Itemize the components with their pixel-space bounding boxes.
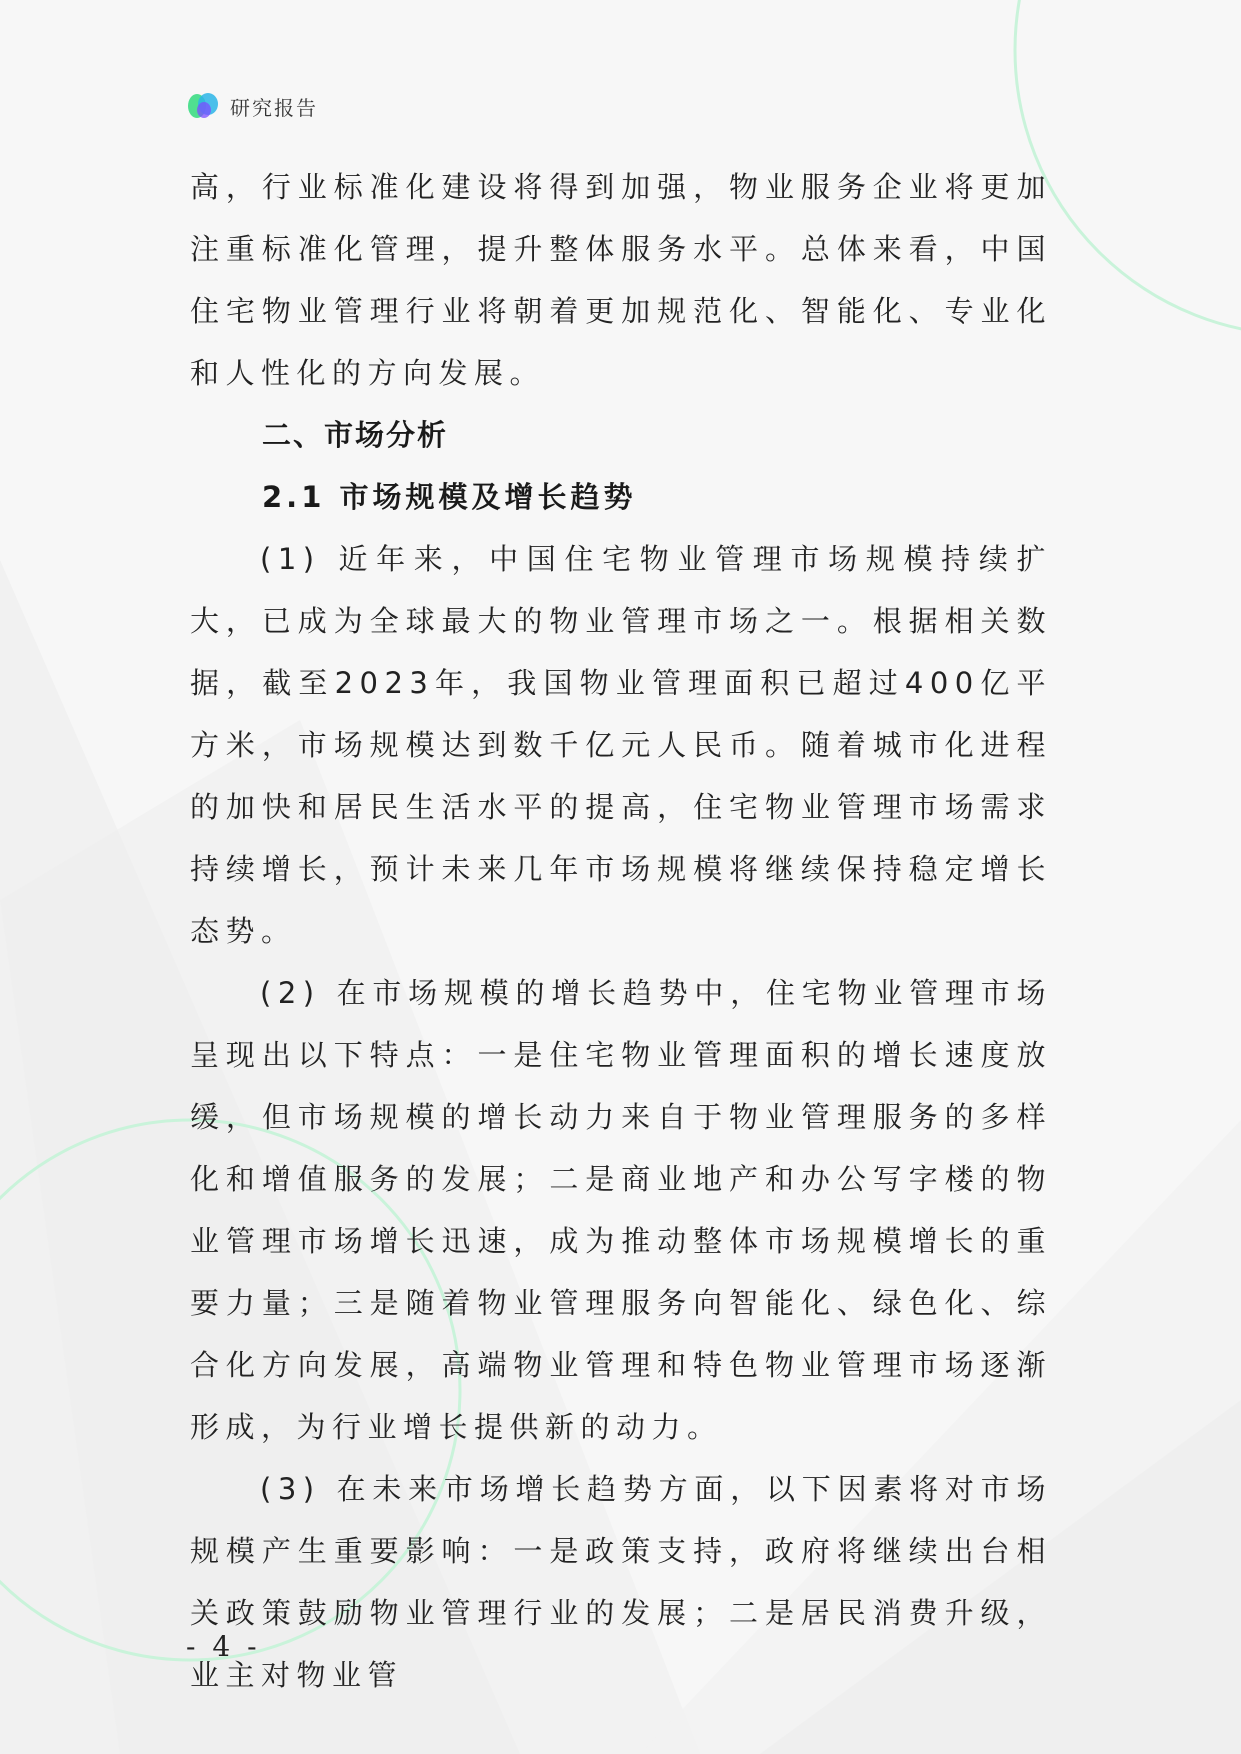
paragraph-1: (1) 近年来，中国住宅物业管理市场规模持续扩大，已成为全球最大的物业管理市场之一。根据相关数据，截至2023年，我国物业管理面积已超过400亿平方米，市场规模达到数千亿元人民币。随着城市化进程的加快和居民生活水平的提高，住宅物业管理市场需求持续增长，预计未来几年市场规模将继续保持稳定增长态势。 [190, 542, 1052, 948]
document-body [190, 156, 1052, 1706]
section-heading: 二、市场分析 [262, 418, 449, 452]
intro-paragraph: 高，行业标准化建设将得到加强，物业服务企业将更加注重标准化管理，提升整体服务水平。总体来看，中国住宅物业管理行业将朝着更加规范化、智能化、专业化和人性化的方向发展。 [190, 170, 1052, 390]
subsection-heading: 2.1 市场规模及增长趋势 [262, 480, 637, 514]
paragraph-3: (3) 在未来市场增长趋势方面，以下因素将对市场规模产生重要影响：一是政策支持，政府将继续出台相关政策鼓励物业管理行业的发展；二是居民消费升级，业主对物业管 [190, 1472, 1052, 1692]
page-number: - 4 - [186, 1630, 261, 1663]
report-header [186, 88, 318, 124]
paragraph-2: (2) 在市场规模的增长趋势中，住宅物业管理市场呈现出以下特点：一是住宅物业管理面积的增长速度放缓，但市场规模的增长动力来自于物业管理服务的多样化和增值服务的发展；二是商业地产和办公写字楼的物业管理市场增长迅速，成为推动整体市场规模增长的重要力量；三是随着物业管理服务向智能化、绿色化、综合化方向发展，高端物业管理和特色物业管理市场逐渐形成，为行业增长提供新的动力。 [190, 976, 1052, 1444]
header-title: 研究报告 [230, 95, 318, 120]
brand-logo-icon [186, 88, 222, 124]
